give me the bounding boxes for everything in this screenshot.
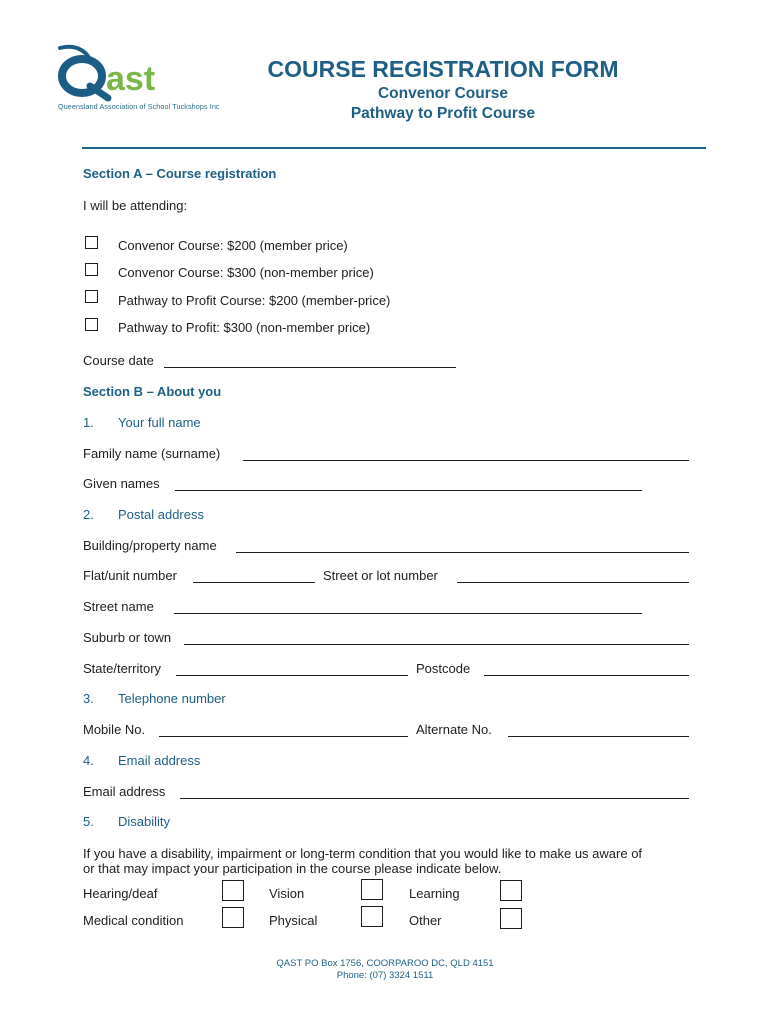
q1-label: Your full name [118,415,201,430]
postcode-label: Postcode [416,661,471,676]
q5-number: 5. [83,814,94,829]
page-title: COURSE REGISTRATION FORM [267,56,619,82]
footer-address: QAST PO Box 1756, COORPAROO DC, QLD 4151 [276,958,494,969]
section-b-heading: Section B – About you [83,384,222,399]
course-date-field[interactable] [164,367,456,368]
checkbox-other[interactable] [500,908,522,929]
checkbox-convenor-member[interactable] [85,236,98,249]
street-lot-label: Street or lot number [323,568,438,583]
footer-phone: Phone: (07) 3324 1511 [336,970,434,981]
attending-intro: I will be attending: [83,198,188,213]
option-pathway-member: Pathway to Profit Course: $200 (member-price) [118,293,391,308]
hearing-label: Hearing/deaf [83,886,158,901]
q3-label: Telephone number [118,691,226,706]
street-name-field[interactable] [174,613,642,614]
given-names-field[interactable] [175,490,642,491]
checkbox-convenor-nonmember[interactable] [85,263,98,276]
postcode-field[interactable] [484,675,689,676]
option-pathway-nonmember: Pathway to Profit: $300 (non-member price) [118,320,371,335]
family-name-field[interactable] [243,460,689,461]
given-names-label: Given names [83,476,160,491]
medical-label: Medical condition [83,913,184,928]
q2-number: 2. [83,507,94,522]
logo-tagline: Queensland Association of School Tuckshops Inc [58,102,220,111]
course-date-label: Course date [83,353,154,368]
checkbox-vision[interactable] [361,879,383,900]
subtitle-pathway: Pathway to Profit Course [350,105,536,122]
q5-label: Disability [118,814,171,829]
subtitle-convenor: Convenor Course [377,85,509,102]
flat-label: Flat/unit number [83,568,177,583]
email-field[interactable] [180,798,689,799]
street-lot-field[interactable] [457,582,689,583]
disability-text-line-2: or that may impact your participation in the course please indicate below. [83,861,502,876]
disability-text-line-1: If you have a disability, impairment or long-term condition that you would like to make us aware of [83,846,643,861]
q4-number: 4. [83,753,94,768]
mobile-field[interactable] [159,736,408,737]
state-label: State/territory [83,661,162,676]
mobile-label: Mobile No. [83,722,146,737]
header-divider [82,147,706,149]
email-label: Email address [83,784,166,799]
checkbox-learning[interactable] [500,880,522,901]
q4-label: Email address [118,753,201,768]
logo-ast-text: ast [106,60,156,98]
physical-label: Physical [269,913,318,928]
building-field[interactable] [236,552,689,553]
street-name-label: Street name [83,599,154,614]
q2-label: Postal address [118,507,204,522]
building-label: Building/property name [83,538,217,553]
checkbox-medical[interactable] [222,907,244,928]
checkbox-pathway-member[interactable] [85,290,98,303]
checkbox-hearing[interactable] [222,880,244,901]
section-a-heading: Section A – Course registration [83,166,277,181]
alternate-label: Alternate No. [416,722,492,737]
q3-number: 3. [83,691,94,706]
flat-field[interactable] [193,582,315,583]
checkbox-physical[interactable] [361,906,383,927]
suburb-label: Suburb or town [83,630,172,645]
q1-number: 1. [83,415,94,430]
other-label: Other [409,913,442,928]
option-convenor-member: Convenor Course: $200 (member price) [118,238,348,253]
suburb-field[interactable] [184,644,689,645]
state-field[interactable] [176,675,408,676]
alternate-field[interactable] [508,736,689,737]
option-convenor-nonmember: Convenor Course: $300 (non-member price) [118,265,374,280]
learning-label: Learning [409,886,460,901]
vision-label: Vision [269,886,305,901]
family-name-label: Family name (surname) [83,446,221,461]
checkbox-pathway-nonmember[interactable] [85,318,98,331]
